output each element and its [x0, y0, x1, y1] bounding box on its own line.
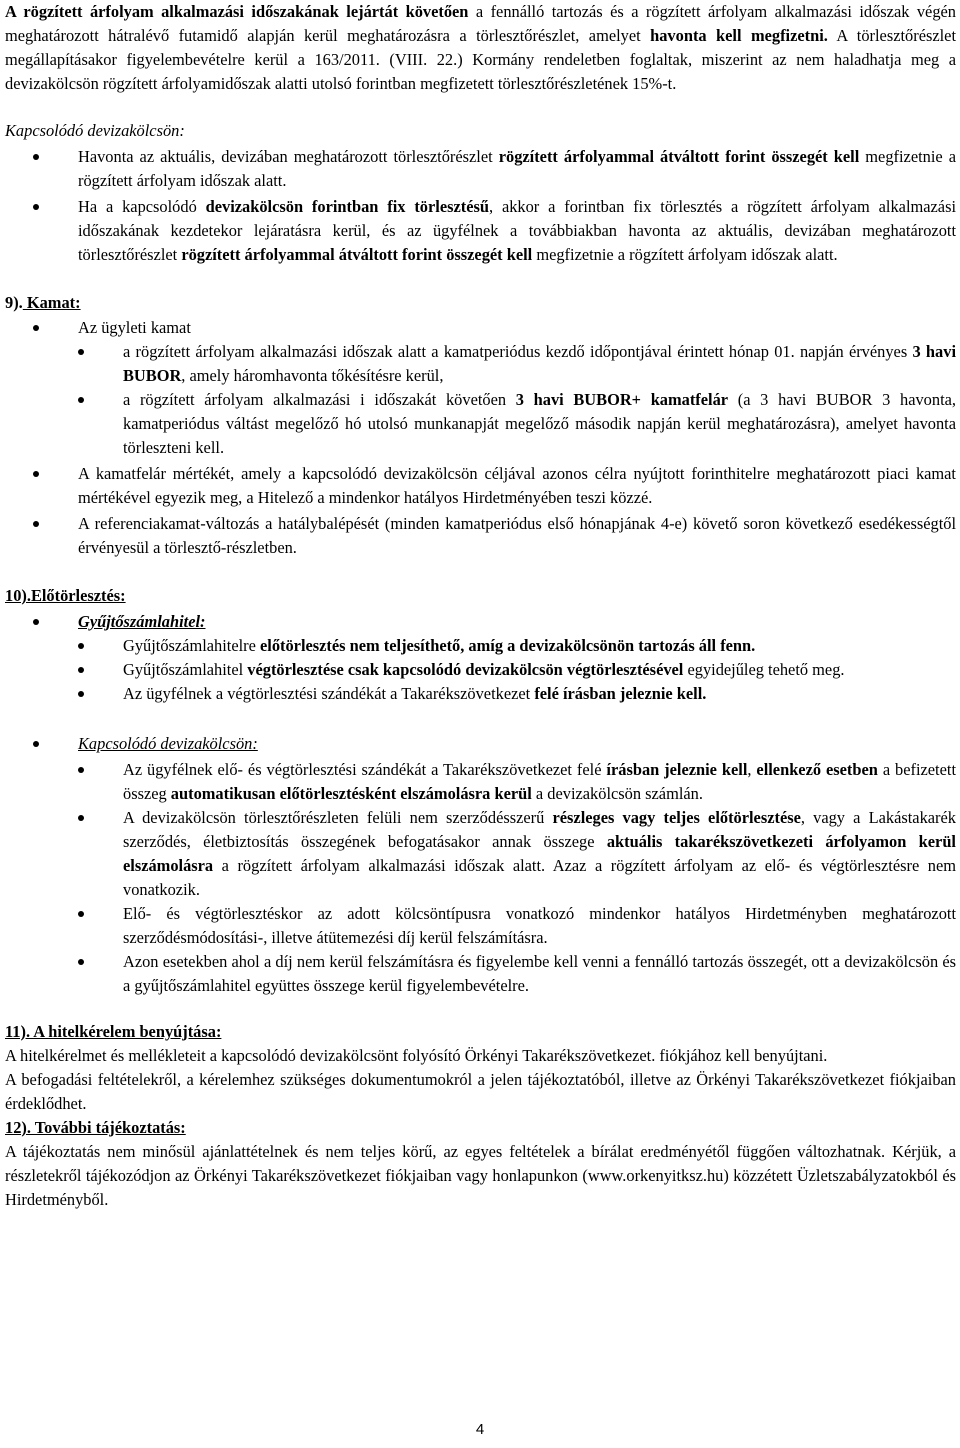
foreign-loan-item-1: Az ügyfélnek elő- és végtörlesztési szándékát a Takarékszövetkezet felé írásban jeleznie kell, ellenkező esetben a befizetett összeg automatikusan előtörlesztésként elszámolásra kerül a devizakölcsön számlán. [5, 758, 956, 806]
section-10-heading: 10).Előtörlesztés: [5, 586, 126, 605]
intro-paragraph [5, 0, 956, 96]
application-paragraph-1: A hitelkérelmet és mellékleteit a kapcsolódó devizakölcsönt folyósító Örkényi Takarékszövetkezet. fiókjához kell benyújtani. [5, 1046, 828, 1065]
intro-bold-lead: A rögzített árfolyam alkalmazási időszakának lejártát követően [5, 2, 469, 21]
interest-bullet-2: A kamatfelár mértékét, amely a kapcsolódó devizakölcsön céljával azonos célra nyújtott forinthitelre meghatározott piaci kamat mértékével egyezik meg, a Hitelező a mindenkor hatályos Hirdetményében teszi közzé. [5, 462, 956, 510]
intro-bold-monthly: havonta kell megfizetni. [650, 26, 828, 45]
collective-account-item-3: Az ügyfélnek a végtörlesztési szándékát a Takarékszövetkezet felé írásban jeleznie kell. [5, 682, 956, 706]
foreign-loan-item-3: Elő- és végtörlesztéskor az adott kölcsöntípusra vonatkozó mindenkor hatályos Hirdetményben meghatározott szerződésmódosítási-, illetve átütemezési díj kerül felszámításra. [5, 902, 956, 950]
further-info-paragraph: A tájékoztatás nem minősül ajánlattételnek és nem teljes körű, az egyes feltételek a bírálat eredményétől függően változhatnak. Kérjük, a részletekről tájékozódjon az Örkényi Takarékszövetkezet fiókjaiban vagy honlapunkon (www.orkenyitksz.hu) közzétett Üzletszabályzatokból és Hirdetményből. [5, 1142, 956, 1209]
interest-bullet-3: A referenciakamat-változás a hatálybalépését (minden kamatperiódus első hónapjának 4-e) követő soron következő esedékességtől érvényesül a törlesztő-részletben. [5, 512, 956, 560]
intro-text-rest: A törlesztőrészlet megállapításakor figyelembevételre kerül a 163/2011. (VIII. 22.) Kormány rendeletben foglaltak, miszerint az nem haladhatja meg a devizakölcsön rögzített árfolyamidőszak alatti utolsó forintban megfizetett törlesztőrészletének 15%-t. [5, 26, 956, 93]
linked-foreign-loan-title: Kapcsolódó devizakölcsön: [5, 732, 956, 756]
intro-text: a fennálló tartozás és a rögzített árfolyam alkalmazási időszak végén meghatározott hátralévő futamidő alapján kerül meghatározásra a törlesztőrészlet, amelyet [5, 2, 957, 45]
collective-account-item-2: Gyűjtőszámlahitel végtörlesztése csak kapcsolódó devizakölcsön végtörlesztésével egyidejűleg tehető meg. [5, 658, 956, 682]
collective-account-item-1: Gyűjtőszámlahitelre előtörlesztés nem teljesíthető, amíg a devizakölcsönön tartozás áll fenn. [5, 634, 956, 658]
section-11-heading: 11). A hitelkérelem benyújtása: [5, 1022, 222, 1041]
application-paragraph-2: A befogadási feltételekről, a kérelemhez szükséges dokumentumokról a jelen tájékoztatóból, illetve az Örkényi Takarékszövetkezet fiókjaiban érdeklődhet. [5, 1070, 956, 1113]
linked-loan-title: Kapcsolódó devizakölcsön: [5, 121, 185, 140]
foreign-loan-item-2: A devizakölcsön törlesztőrészleten felüli nem szerződésszerű részleges vagy teljes előtörlesztése, vagy a Lakástakarék szerződés, életbiztosítás összegének befogatásakor annak összege aktuális takarékszövetkezeti árfolyamon kerül elszámolásra a rögzített árfolyam alkalmazási időszak alatt. Azaz a rögzített árfolyam az elő- és végtörlesztésre nem vonatkozik. [5, 806, 956, 902]
interest-subbullet-1: a rögzített árfolyam alkalmazási időszak alatt a kamatperiódus kezdő időpontjával érintett hónap 01. napján érvényes 3 havi BUBOR, amely háromhavonta tőkésítésre kerül, [5, 340, 956, 388]
foreign-loan-item-4: Azon esetekben ahol a díj nem kerül felszámításra és figyelembe kell venni a fennálló tartozás összegét, ott a devizakölcsön és a gyűjtőszámlahitel együttes összege kerül figyelembevételre. [5, 950, 956, 998]
page-number: 4 [475, 1421, 485, 1438]
interest-subbullet-2: a rögzített árfolyam alkalmazási i időszakát követően 3 havi BUBOR+ kamatfelár (a 3 havi BUBOR 3 havonta, kamatperiódus váltást megelőző hó utolsó munkanapját megelőző második napján kerül meghatározásra), amelyet havonta törleszteni kell. [5, 388, 956, 460]
linked-loan-bullet-2: Ha a kapcsolódó devizakölcsön forintban fix törlesztésű, akkor a forintban fix törlesztés a rögzített árfolyam alkalmazási időszakának kezdetekor lejáratásra kerül, és az ügyfélnek a továbbiakban havonta az aktuális, devizában meghatározott törlesztőrészlet rögzített árfolyammal átváltott forint összegét kell megfizetnie a rögzített árfolyam időszak alatt. [5, 195, 956, 267]
section-12-heading: 12). További tájékoztatás: [5, 1118, 186, 1137]
section-9-heading: 9). Kamat: [5, 293, 81, 312]
linked-loan-bullet-1: Havonta az aktuális, devizában meghatározott törlesztőrészlet rögzített árfolyammal átváltott forint összegét kell megfizetnie a rögzített árfolyam időszak alatt. [5, 145, 956, 193]
interest-bullet-1: Az ügyleti kamat [5, 316, 956, 340]
collective-account-title: Gyűjtőszámlahitel: [5, 610, 956, 634]
